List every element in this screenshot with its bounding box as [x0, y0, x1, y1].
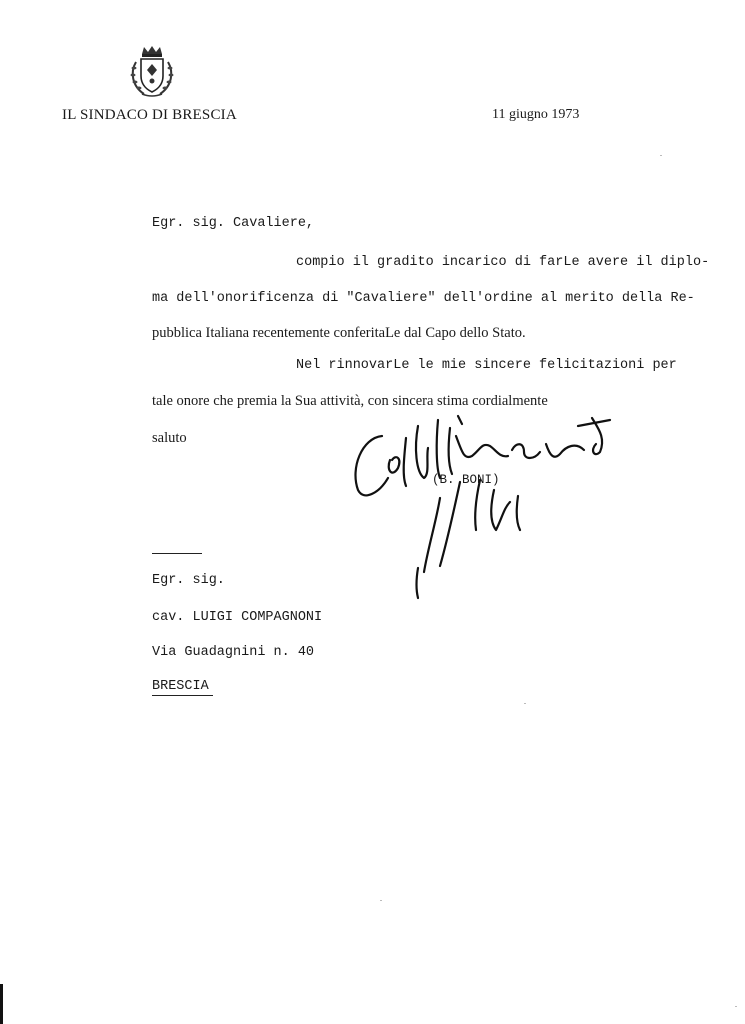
letterhead-title: IL SINDACO DI BRESCIA: [62, 107, 237, 123]
paragraph2-line2: tale onore che premia la Sua attività, con sincera stima cordialmente: [152, 393, 548, 409]
paragraph1-line1: compio il gradito incarico di farLe avere il diplo-: [296, 255, 710, 270]
scan-edge-mark: [0, 984, 3, 1024]
recipient-city: BRESCIA: [152, 679, 213, 696]
letter-date: 11 giugno 1973: [492, 107, 580, 122]
paragraph2-line3: saluto: [152, 430, 187, 446]
paragraph1-line2: ma dell'onorificenza di "Cavaliere" dell'ordine al merito della Re-: [152, 291, 695, 306]
scan-speck: [660, 155, 662, 156]
handwritten-signature: [340, 398, 630, 603]
recipient-line3: Via Guadagnini n. 40: [152, 645, 315, 660]
signatory-name: (B. BONI): [432, 473, 500, 487]
separator-rule: [152, 553, 202, 554]
recipient-line2: cav. LUIGI COMPAGNONI: [152, 610, 323, 625]
paragraph1-line3: pubblica Italiana recentemente conferitaLe dal Capo dello Stato.: [152, 325, 526, 341]
paragraph2-line1: Nel rinnovarLe le mie sincere felicitazioni per: [296, 358, 677, 373]
recipient-line1: Egr. sig.: [152, 573, 225, 588]
scan-speck: [735, 1006, 737, 1007]
salutation: Egr. sig. Cavaliere,: [152, 216, 315, 231]
coat-of-arms-icon: [128, 44, 176, 100]
scan-speck: [380, 900, 382, 901]
scan-speck: [524, 703, 526, 704]
